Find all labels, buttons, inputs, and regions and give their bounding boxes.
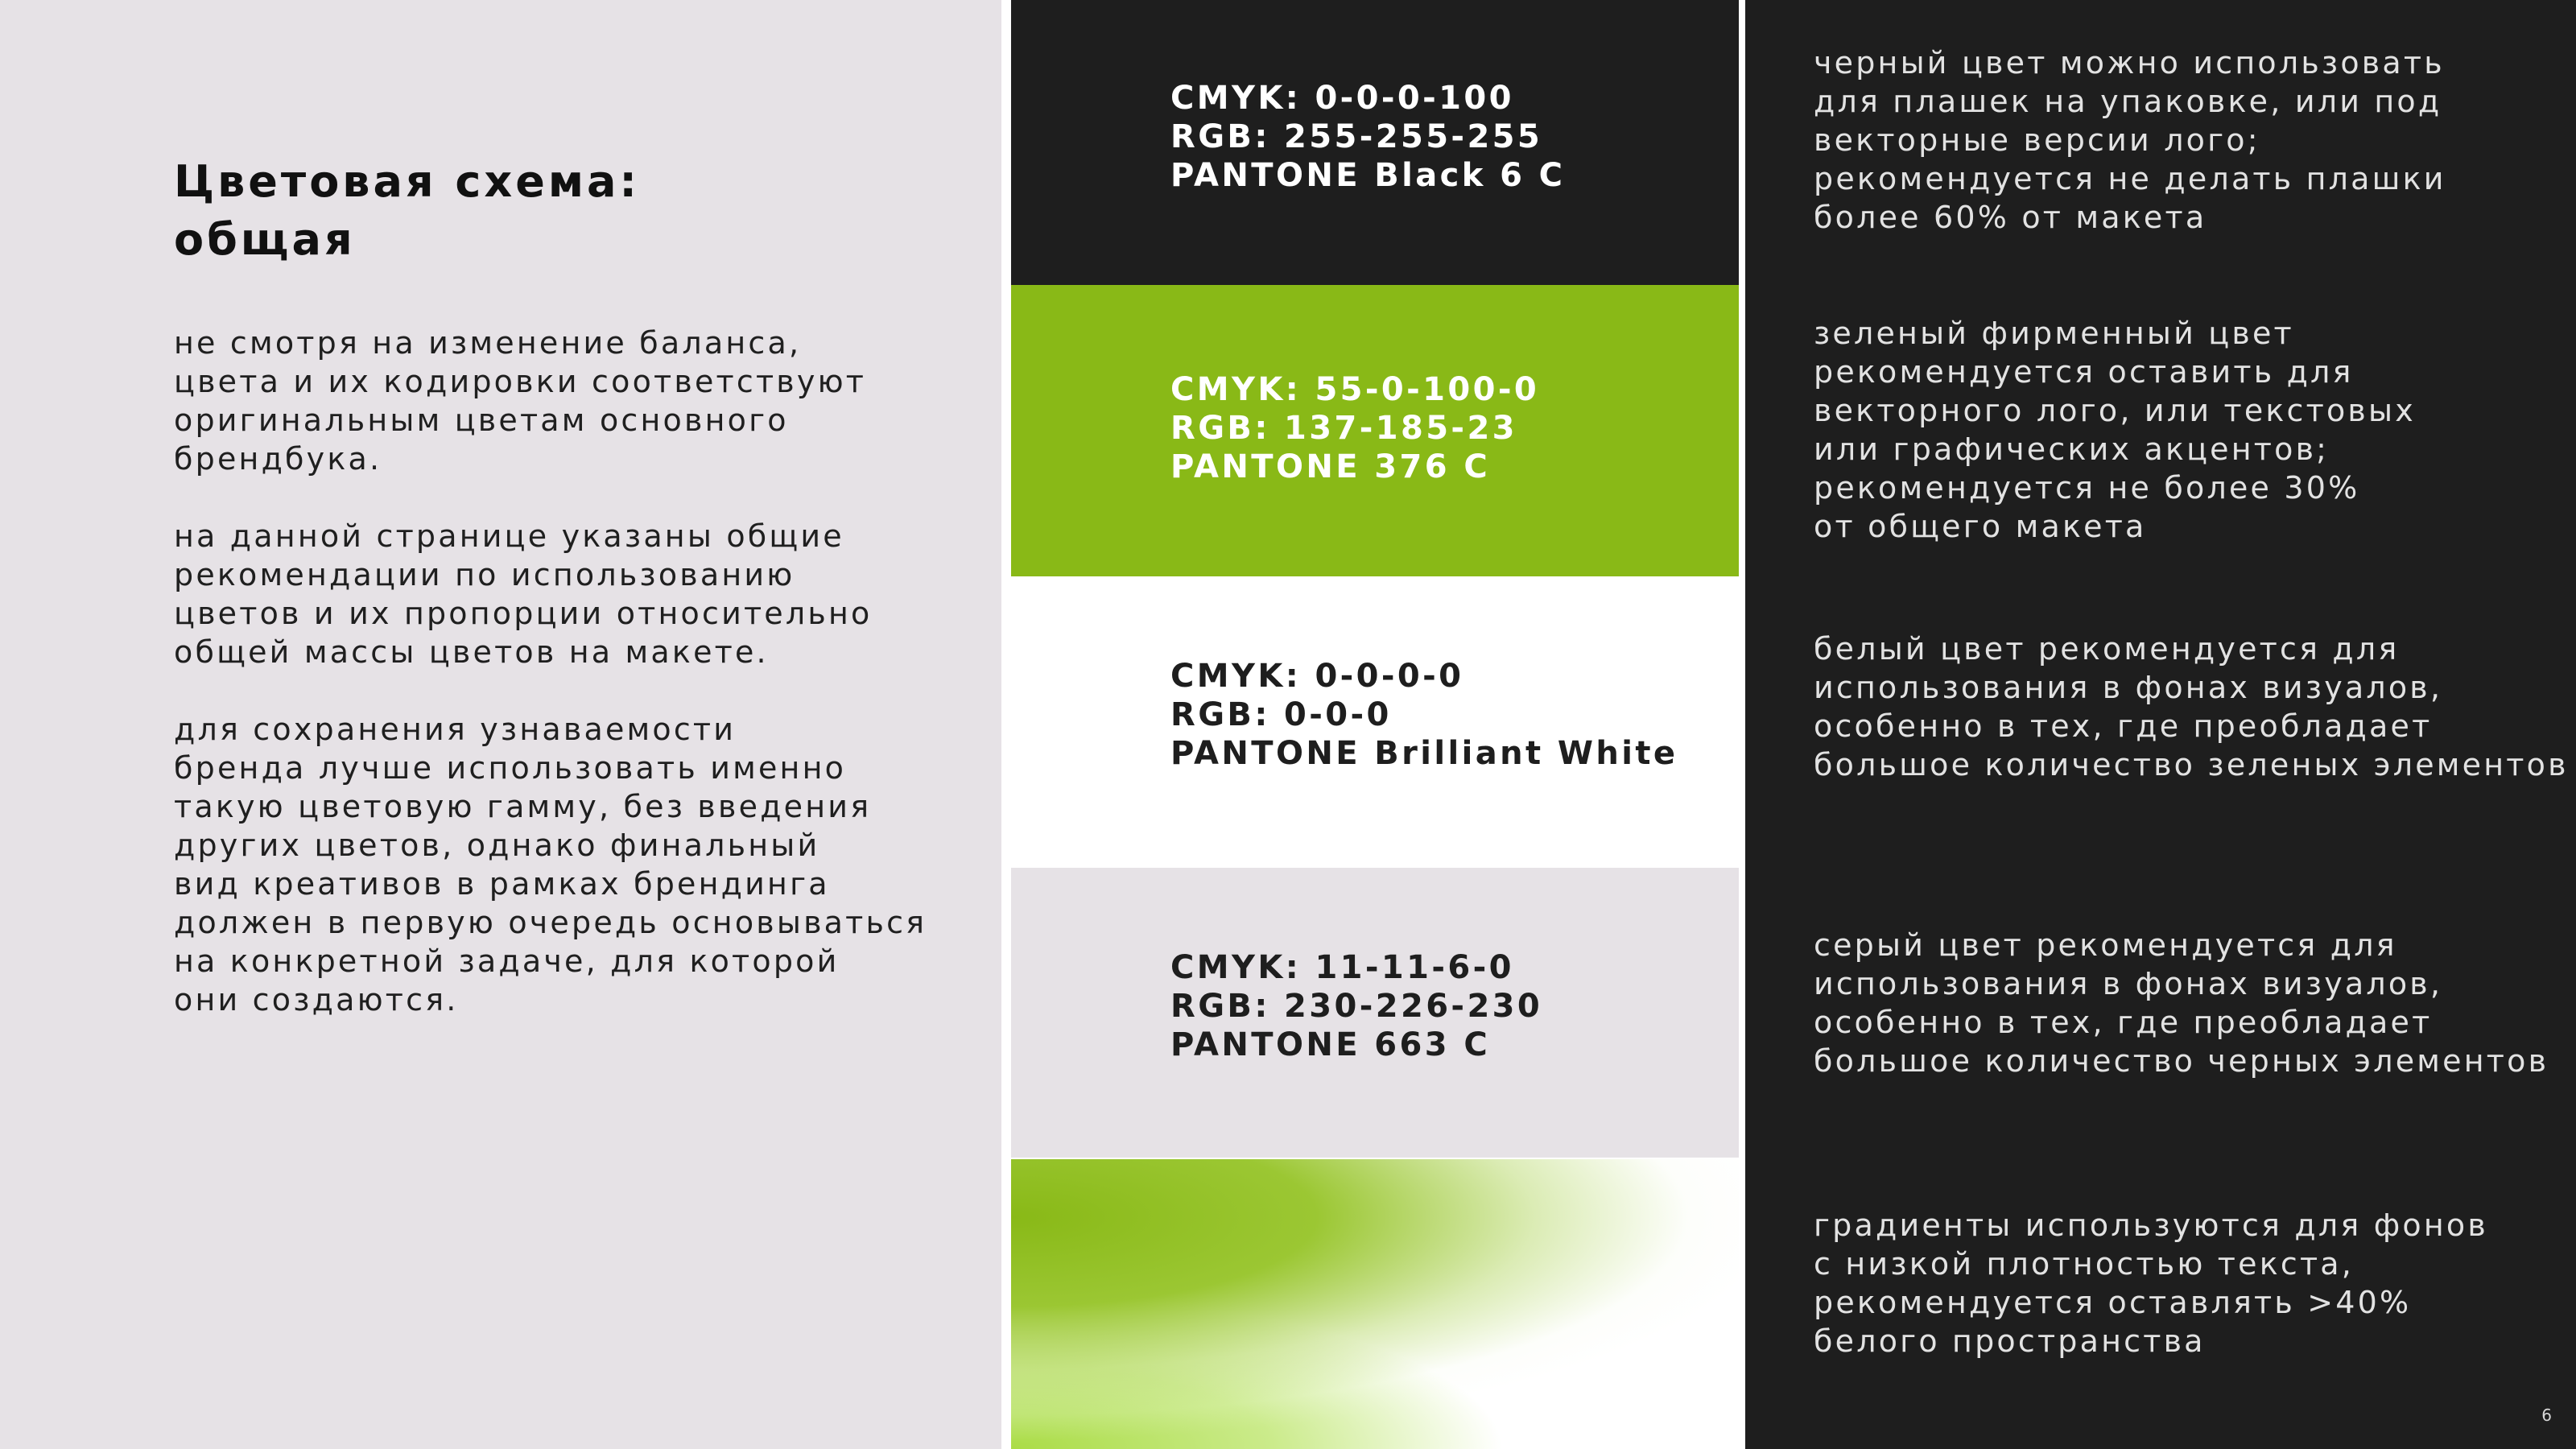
swatch-green-codes: [1170, 370, 1539, 486]
swatch-green: [1011, 285, 1739, 576]
note-gradient: градиенты используются для фонов с низкой плотностью текста, рекомендуется оставлять >40% белого пространства: [1814, 1208, 2488, 1359]
description-panel: [0, 0, 1001, 1449]
swatch-white-codes: [1170, 657, 1678, 773]
intro-paragraph: на данной странице указаны общие рекомендации по использованию цветов и их пропорции относительно общей массы цветов на макете.: [174, 518, 873, 670]
column-divider: [1739, 0, 1745, 1449]
note-white: белый цвет рекомендуется для использования в фонах визуалов, особенно в тех, где преобладает большое количество зеленых элементов: [1814, 631, 2569, 782]
pantone-code: PANTONE Black 6 C: [1170, 157, 1566, 194]
cmyk-code: CMYK: 55-0-100-0: [1170, 371, 1540, 408]
swatch-gray: [1011, 868, 1739, 1158]
swatch-gradient: [1011, 1159, 1739, 1449]
note-black: черный цвет можно использовать для плашек на упаковке, или под векторные версии лого; рекомендуется не делать плашки более 60% от макета: [1814, 45, 2446, 235]
swatch-white: [1011, 576, 1739, 868]
rgb-code: RGB: 0-0-0: [1170, 696, 1392, 733]
intro-paragraph: не смотря на изменение баланса, цвета и их кодировки соответствуют оригинальным цветам основного брендбука.: [174, 325, 867, 477]
intro-text: [174, 324, 979, 1058]
swatch-black: [1011, 0, 1739, 285]
rgb-code: RGB: 255-255-255: [1170, 118, 1543, 155]
pantone-code: PANTONE 376 C: [1170, 448, 1491, 485]
cmyk-code: CMYK: 0-0-0-0: [1170, 658, 1464, 695]
pantone-code: PANTONE 663 C: [1170, 1026, 1491, 1063]
color-swatch-column: [1011, 0, 1739, 1449]
note-gray: серый цвет рекомендуется для использования в фонах визуалов, особенно в тех, где преобладает большое количество черных элементов: [1814, 927, 2549, 1079]
rgb-code: RGB: 230-226-230: [1170, 988, 1543, 1025]
intro-paragraph: для сохранения узнаваемости бренда лучше использовать именно такую цветовую гамму, без введения других цветов, однако финальный вид креативов в рамках брендинга должен в первую очередь основываться на конкретной задаче, для которой они создаются.: [174, 712, 927, 1018]
cmyk-code: CMYK: 11-11-6-0: [1170, 949, 1514, 986]
cmyk-code: CMYK: 0-0-0-100: [1170, 80, 1514, 117]
page-number: 6: [2541, 1406, 2552, 1425]
swatch-black-codes: [1170, 79, 1565, 195]
note-green: зеленый фирменный цвет рекомендуется оставить для векторного лого, или текстовых или графических акцентов; рекомендуется не более 30% от общего макета: [1814, 316, 2416, 544]
swatch-gray-codes: [1170, 948, 1542, 1064]
usage-notes-panel: [1745, 0, 2576, 1449]
rgb-code: RGB: 137-185-23: [1170, 410, 1517, 447]
pantone-code: PANTONE Brilliant White: [1170, 735, 1678, 772]
page-title: Цветовая схема: общая: [174, 156, 641, 265]
